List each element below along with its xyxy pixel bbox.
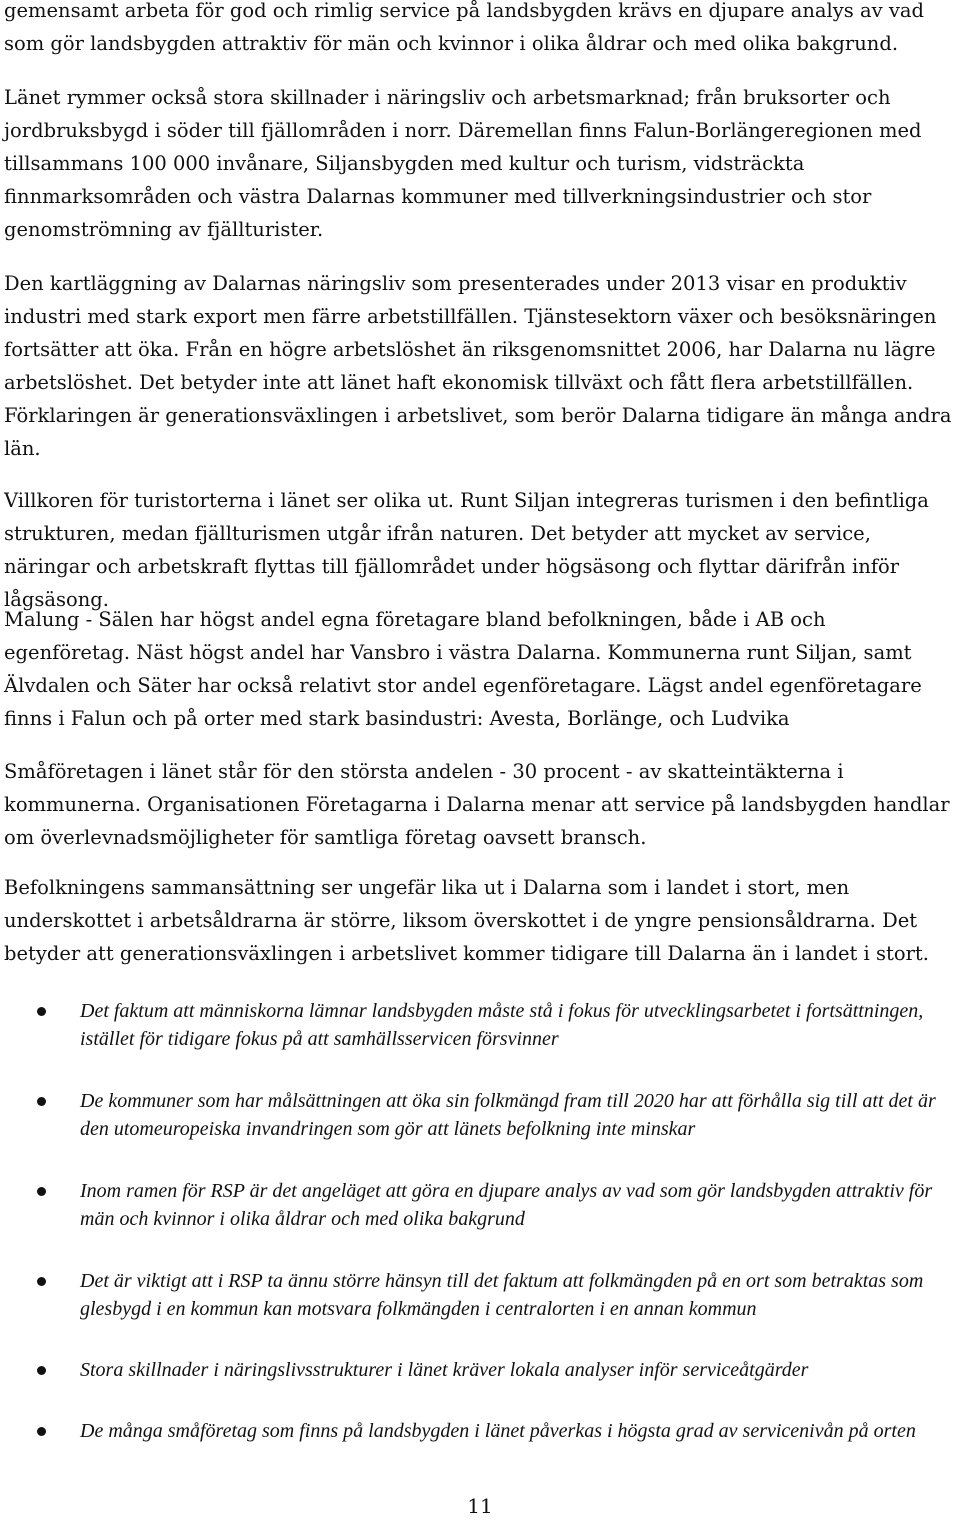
paragraph-population: Befolkningens sammansättning ser ungefär lika ut i Dalarna som i landet i stort, men underskottet i arbetsåldrarna är större, liksom överskottet i de yngre pensionsåldrarna. Det betyder att generationsväxlingen i arbetslivet kommer tidigare till Dalarna än i landet i stort.	[4, 876, 929, 965]
bullet-text: De många småföretag som finns på landsbygden i länet påverkas i högsta grad av servicenivån på orten	[80, 1420, 916, 1442]
bullet-text: De kommuner som har målsättningen att öka sin folkmängd fram till 2020 har att förhålla sig till att det är den utomeuropeiska invandringen som gör att länets befolkning inte minskar	[80, 1090, 936, 1140]
page-number: 11	[467, 1494, 493, 1518]
bullet-text: Det är viktigt att i RSP ta ännu större hänsyn till det faktum att folkmängden på en ort som betraktas som glesbygd i en kommun kan motsvara folkmängden i centralorten i en annan kommun	[80, 1270, 924, 1320]
paragraph-service-analysis: gemensamt arbeta för god och rimlig service på landsbygden krävs en djupare analys av vad som gör landsbygden attraktiv för män och kvinnor i olika åldrar och med olika bakgrund.	[4, 0, 924, 55]
bullet-text: Stora skillnader i näringslivsstrukturer i länet kräver lokala analyser inför serviceåtgärder	[80, 1359, 809, 1381]
paragraph-entrepreneurs: Malung - Sälen har högst andel egna företagare bland befolkningen, både i AB och egenföretag. Näst högst andel har Vansbro i västra Dalarna. Kommunerna runt Siljan, samt Älvdalen och Säter har också relativt stor andel egenföretagare. Lägst andel egenföretagare finns i Falun och på orter med stark basindustri: Avesta, Borlänge, och Ludvika	[4, 608, 922, 730]
bullet-text: Inom ramen för RSP är det angeläget att göra en djupare analys av vad som gör landsbygden attraktiv för män och kvinnor i olika åldrar och med olika bakgrund	[80, 1180, 933, 1230]
bullet-dot-icon	[37, 1427, 46, 1436]
bullet-dot-icon	[37, 1097, 46, 1106]
paragraph-small-businesses: Småföretagen i länet står för den största andelen - 30 procent - av skatteintäkterna i kommunerna. Organisationen Företagarna i Dalarna menar att service på landsbygden handlar om överlevnadsmöjligheter för samtliga företag oavsett bransch.	[4, 760, 950, 849]
paragraph-regional-differences: Länet rymmer också stora skillnader i näringsliv och arbetsmarknad; från bruksorter och jordbruksbygd i söder till fjällområden i norr. Däremellan finns Falun-Borlängeregionen med tillsammans 100 000 invånare, Siljansbygden med kultur och turism, vidsträckta finnmarksområden och västra Dalarnas kommuner med tillverkningsindustrier och stor genomströmning av fjällturister.	[4, 86, 922, 241]
bullet-text: Det faktum att människorna lämnar landsbygden måste stå i fokus för utvecklingsarbetet i fortsättningen, istället för tidigare fokus på att samhällsservicen försvinner	[80, 1000, 924, 1050]
paragraph-tourism: Villkoren för turistorterna i länet ser olika ut. Runt Siljan integreras turismen i den befintliga strukturen, medan fjällturismen utgår ifrån naturen. Det betyder att mycket av service, näringar och arbetskraft flyttas till fjällområdet under högsäsong och flyttar därifrån inför lågsäsong.	[4, 489, 929, 611]
bullet-dot-icon	[37, 1007, 46, 1016]
bullet-dot-icon	[37, 1277, 46, 1286]
bullet-dot-icon	[37, 1187, 46, 1196]
paragraph-business-survey: Den kartläggning av Dalarnas näringsliv som presenterades under 2013 visar en produktiv industri med stark export men färre arbetstillfällen. Tjänstesektorn växer och besöksnäringen fortsätter att öka. Från en högre arbetslöshet än riksgenomsnittet 2006, har Dalarna nu lägre arbetslöshet. Det betyder inte att länet haft ekonomisk tillväxt och fått flera arbetstillfällen. Förklaringen är generationsväxlingen i arbetslivet, som berör Dalarna tidigare än många andra län.	[4, 272, 952, 460]
bullet-dot-icon	[37, 1366, 46, 1375]
